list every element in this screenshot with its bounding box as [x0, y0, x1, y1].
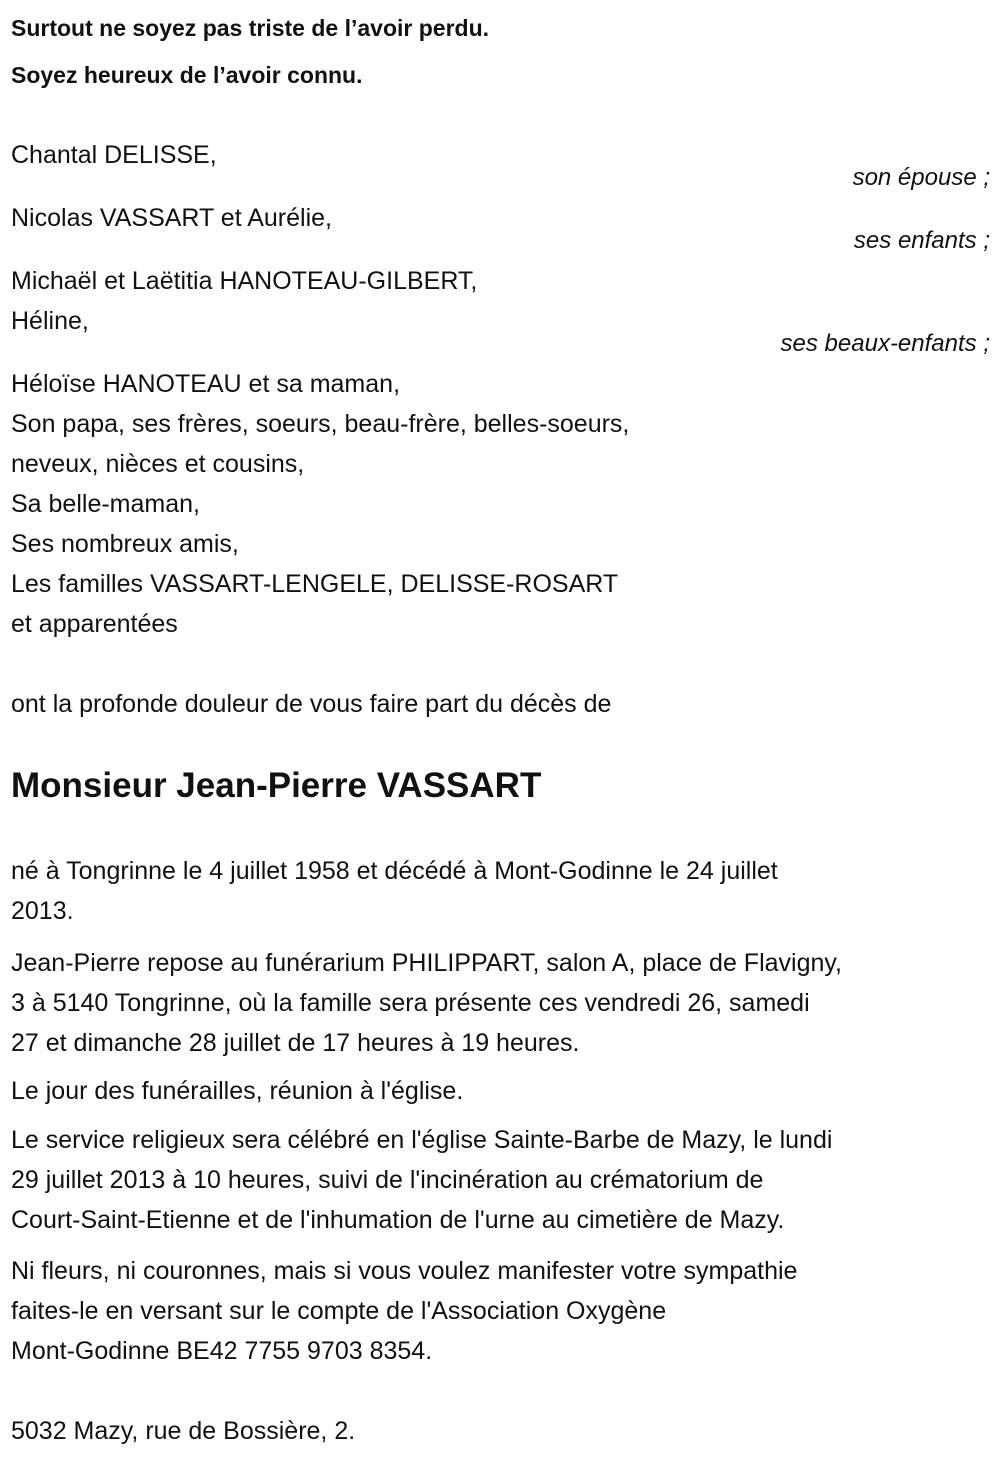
address: 5032 Mazy, rue de Bossière, 2.: [11, 1417, 356, 1445]
quote-line-1: Surtout ne soyez pas triste de l’avoir perdu.: [11, 15, 490, 41]
name-line: Sa belle-maman,: [11, 490, 200, 518]
text-line: faites-le en versant sur le compte de l'Association Oxygène: [11, 1297, 667, 1325]
text-line: 29 juillet 2013 à 10 heures, suivi de l'incinération au crématorium de: [11, 1166, 764, 1194]
name-line: Ses nombreux amis,: [11, 530, 239, 558]
relation-stepchildren: ses beaux-enfants ;: [780, 330, 990, 357]
text-line: Le jour des funérailles, réunion à l'église.: [11, 1077, 464, 1105]
name-line: Héloïse HANOTEAU et sa maman,: [11, 370, 401, 398]
text-line: Mont-Godinne BE42 7755 9703 8354.: [11, 1337, 433, 1365]
family-others: [11, 364, 629, 644]
text-line: Ni fleurs, ni couronnes, mais si vous voulez manifester votre sympathie: [11, 1257, 798, 1285]
paragraph-birth-death: [11, 851, 778, 931]
text-line: Jean-Pierre repose au funérarium PHILIPPART, salon A, place de Flavigny,: [11, 949, 842, 977]
family-spouse-name: Chantal DELISSE,: [11, 141, 217, 169]
text-line: Court-Saint-Etienne et de l'inhumation de l'urne au cimetière de Mazy.: [11, 1206, 785, 1234]
text-line: 3 à 5140 Tongrinne, où la famille sera présente ces vendredi 26, samedi: [11, 989, 810, 1017]
paragraph-donations: [11, 1251, 797, 1371]
paragraph-service: [11, 1120, 832, 1240]
family-stepchildren-names: [11, 261, 477, 341]
deceased-name: Monsieur Jean-Pierre VASSART: [11, 766, 542, 805]
quote-line-2: Soyez heureux de l’avoir connu.: [11, 62, 363, 88]
text-line: né à Tongrinne le 4 juillet 1958 et décédé à Mont-Godinne le 24 juillet: [11, 857, 778, 885]
relation-children: ses enfants ;: [853, 227, 990, 254]
name-line: Michaël et Laëtitia HANOTEAU-GILBERT,: [11, 267, 478, 295]
name-line: neveux, nièces et cousins,: [11, 450, 305, 478]
text-line: 2013.: [11, 897, 74, 925]
name-line: Son papa, ses frères, soeurs, beau-frère, belles-soeurs,: [11, 410, 630, 438]
text-line: 27 et dimanche 28 juillet de 17 heures à 19 heures.: [11, 1029, 580, 1057]
name-line: et apparentées: [11, 610, 178, 638]
paragraph-meeting: [11, 1071, 463, 1111]
paragraph-funerarium: [11, 943, 842, 1063]
name-line: Héline,: [11, 307, 89, 335]
text-line: Le service religieux sera célébré en l'église Sainte-Barbe de Mazy, le lundi: [11, 1126, 833, 1154]
family-children-name: Nicolas VASSART et Aurélie,: [11, 204, 332, 232]
relation-spouse: son épouse ;: [852, 164, 990, 191]
announcement: ont la profonde douleur de vous faire part du décès de: [11, 690, 612, 718]
name-line: Les familles VASSART-LENGELE, DELISSE-ROSART: [11, 570, 619, 598]
